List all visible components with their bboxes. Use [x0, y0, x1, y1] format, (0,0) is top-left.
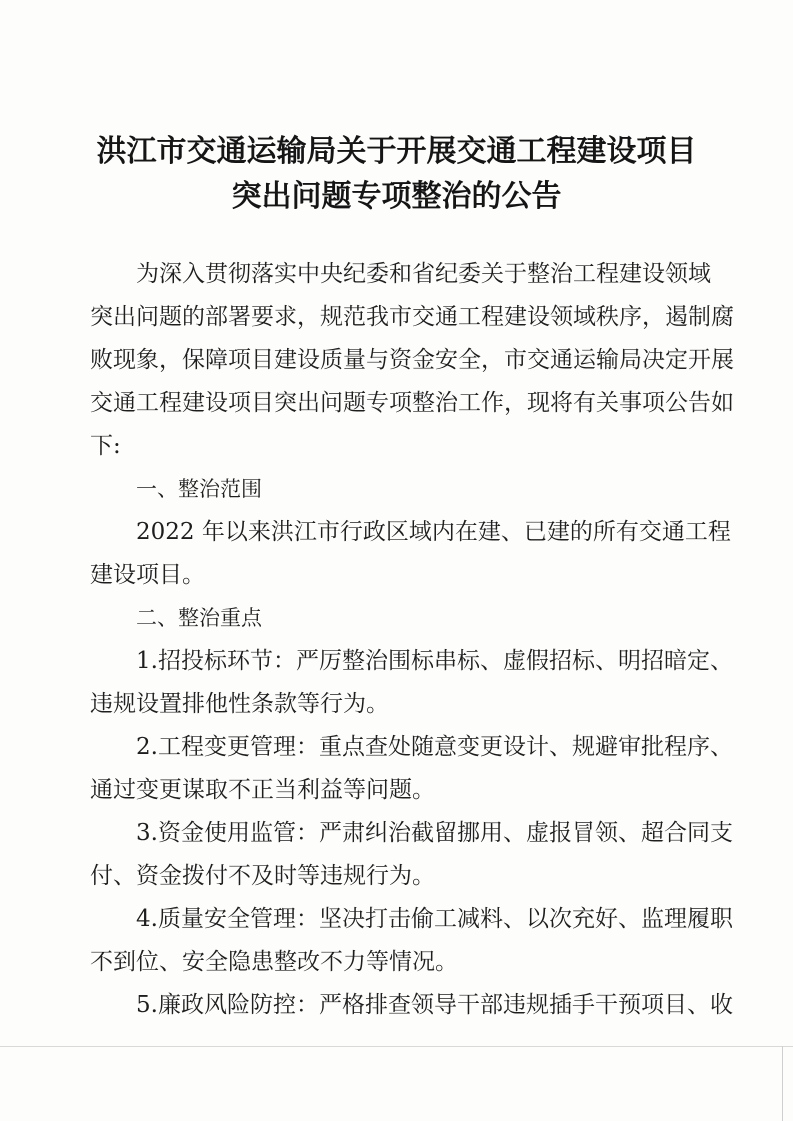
section-2-item-1-line-1: 1.招投标环节：严厉整治围标串标、虚假招标、明招暗定、	[136, 648, 733, 674]
section-1-body-line-1: 2022 年以来洪江市行政区域内在建、已建的所有交通工程	[136, 519, 731, 545]
intro-line-1: 为深入贯彻落实中央纪委和省纪委关于整治工程建设领域	[136, 261, 711, 287]
section-2-item-1-line-2: 违规设置排他性条款等行为。	[90, 691, 389, 717]
section-2-item-4-line-2: 不到位、安全隐患整改不力等情况。	[90, 949, 458, 975]
section-2-item-3-line-1: 3.资金使用监管：严肃纠治截留挪用、虚报冒领、超合同支	[136, 820, 733, 846]
section-1-heading: 一、整治范围	[136, 477, 262, 501]
scan-edge-divider-vertical	[782, 1046, 783, 1121]
section-2-heading: 二、整治重点	[136, 606, 262, 630]
intro-line-5: 下:	[90, 433, 121, 459]
intro-line-4: 交通工程建设项目突出问题专项整治工作，现将有关事项公告如	[90, 390, 734, 416]
section-2-item-3-line-2: 付、资金拨付不及时等违规行为。	[90, 863, 435, 889]
section-2-item-2-line-1: 2.工程变更管理：重点查处随意变更设计、规避审批程序、	[136, 734, 733, 760]
section-2-item-2-line-2: 通过变更谋取不正当利益等问题。	[90, 777, 435, 803]
section-2-item-5-line-1: 5.廉政风险防控：严格排查领导干部违规插手干预项目、收	[136, 992, 733, 1018]
intro-line-3: 败现象，保障项目建设质量与资金安全，市交通运输局决定开展	[90, 347, 734, 373]
document-title-line-2: 突出问题专项整治的公告	[231, 179, 562, 214]
section-1-body-line-2: 建设项目。	[90, 562, 205, 588]
section-2-item-4-line-1: 4.质量安全管理：坚决打击偷工减料、以次充好、监理履职	[136, 906, 733, 932]
scan-edge-divider	[0, 1046, 793, 1047]
document-title-line-1: 洪江市交通运输局关于开展交通工程建设项目	[96, 134, 697, 169]
intro-line-2: 突出问题的部署要求，规范我市交通工程建设领域秩序，遏制腐	[90, 304, 734, 330]
